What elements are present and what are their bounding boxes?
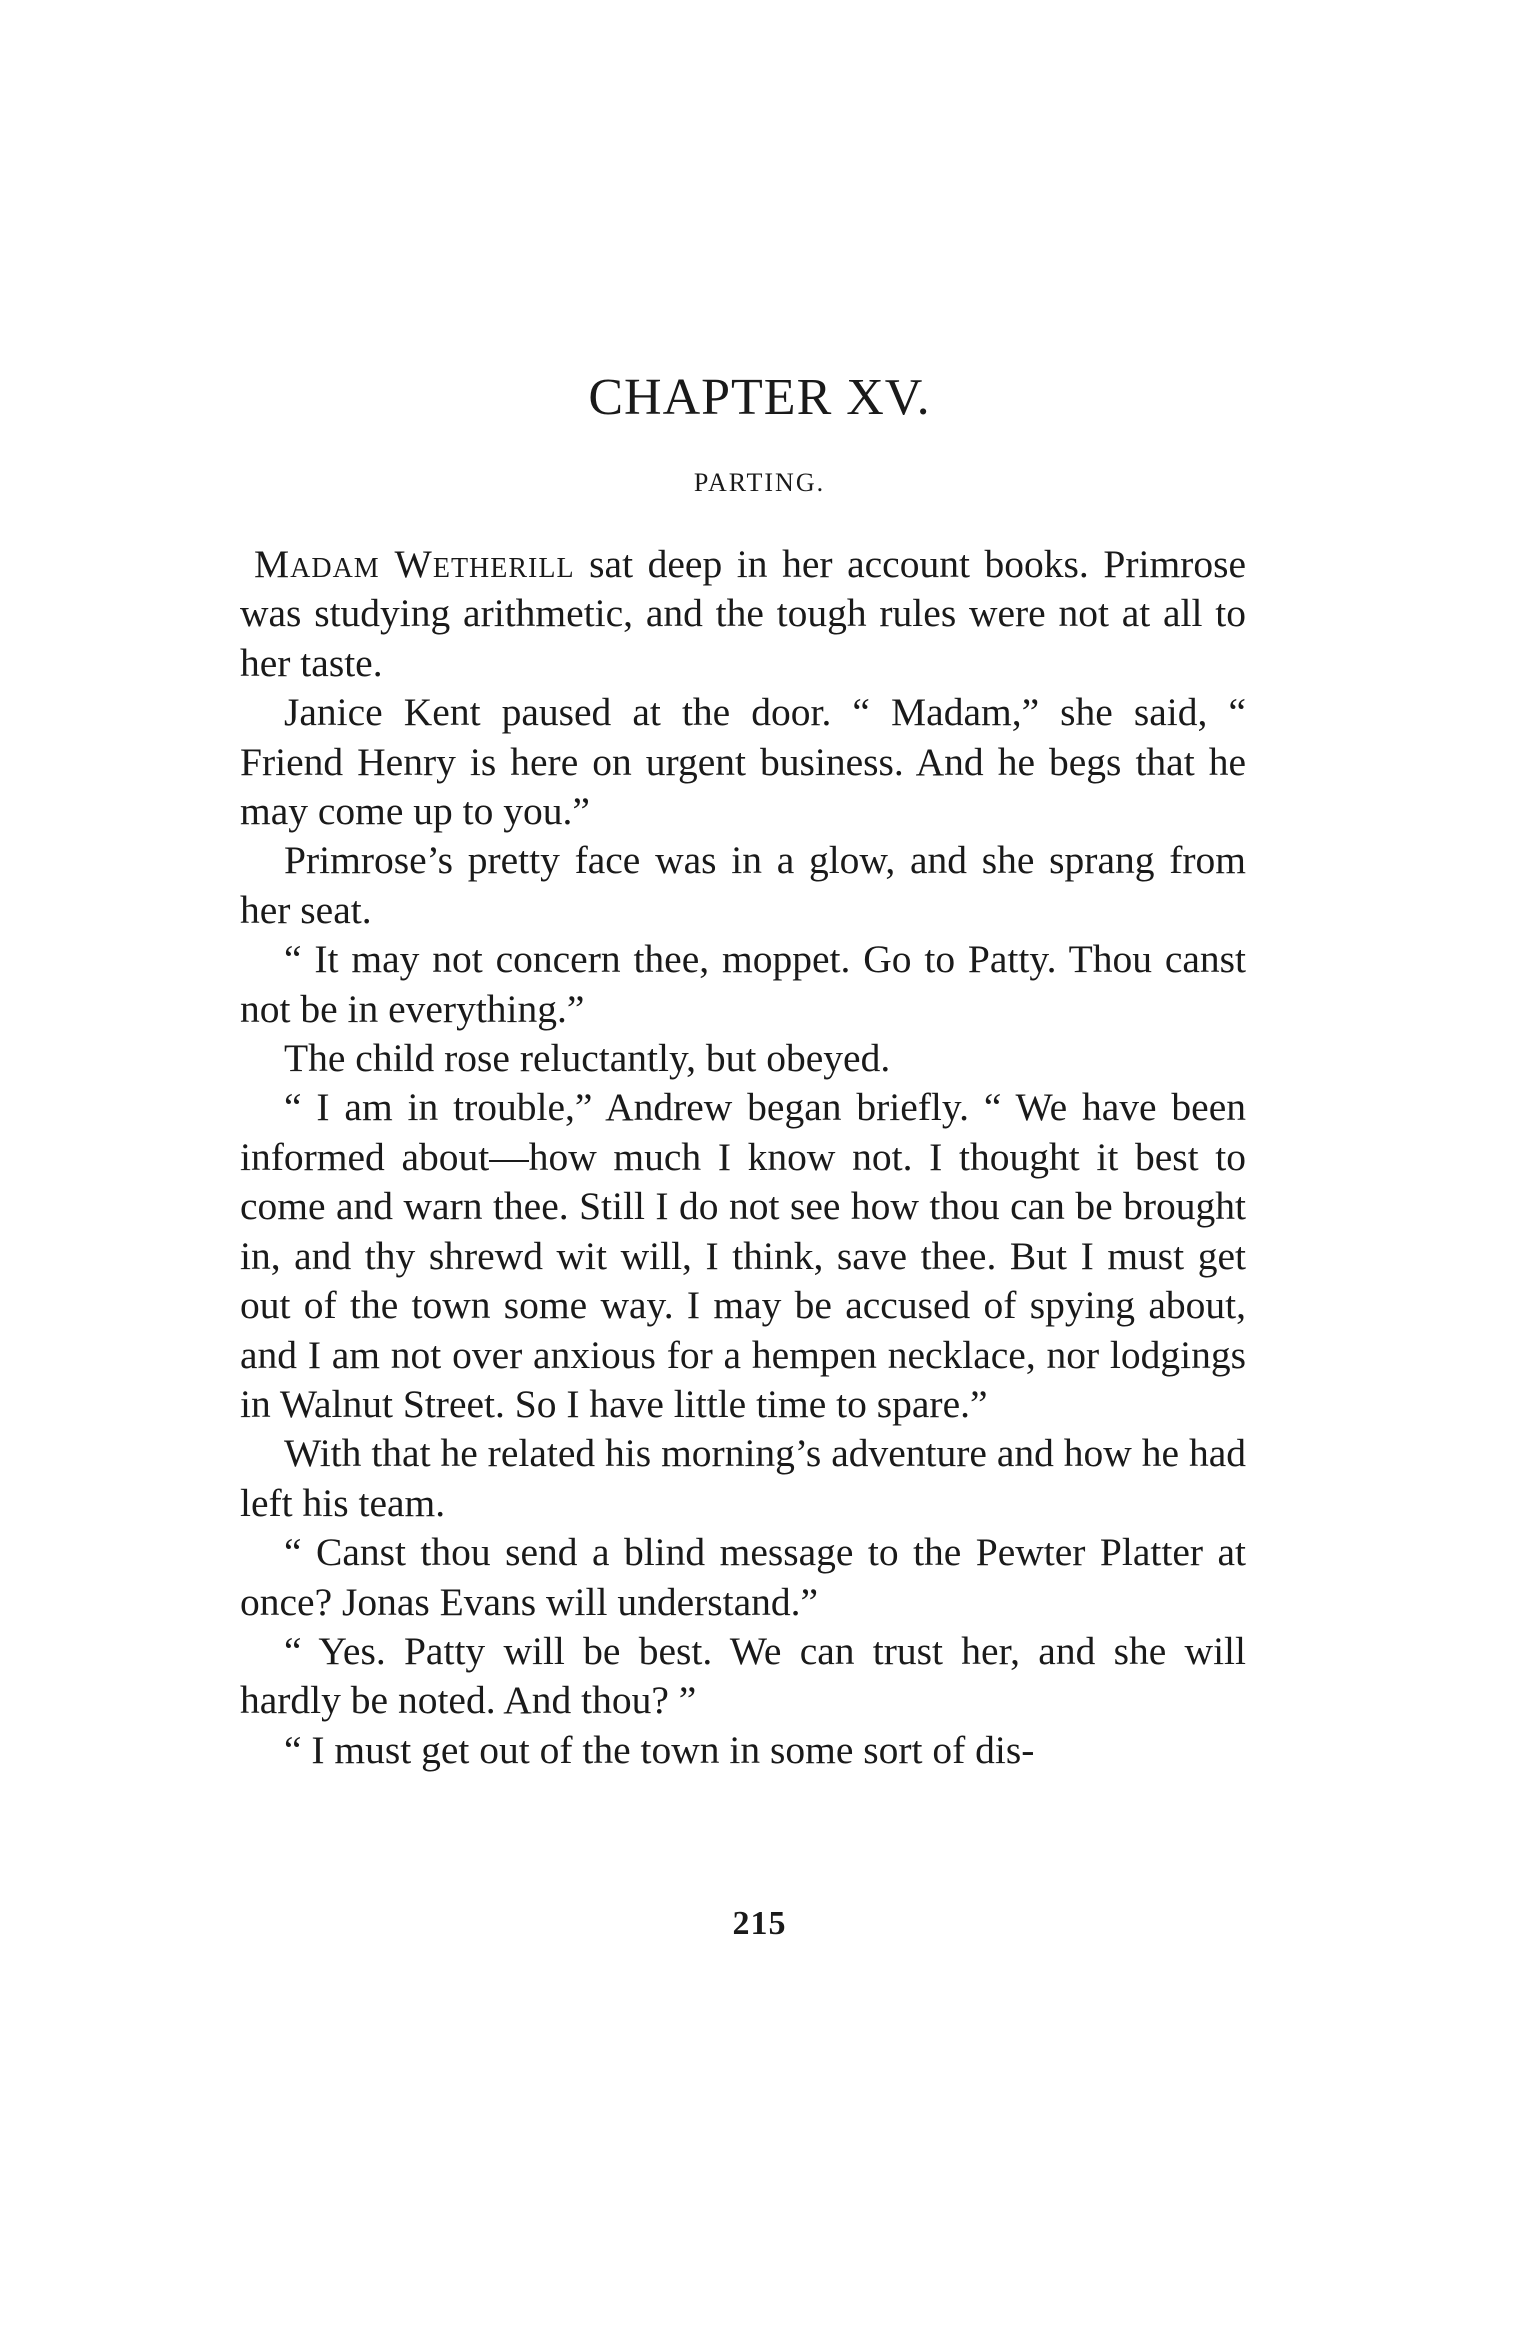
paragraph xyxy=(240,540,1246,688)
paragraph: “ Canst thou send a blind message to the Pewter Platter at once? Jonas Evans will understand.” xyxy=(240,1530,1246,1624)
paragraph-text: sat deep in her account books. Primrose was studying arithmetic, and the tough rules were not at all to her taste. xyxy=(240,542,1246,685)
paragraph: “ I am in trouble,” Andrew began briefly. “ We have been informed about—how much I know not. I thought it best to come and warn thee. Still I do not see how thou can be brought in, and thy shrewd wit will, I think, save thee. But I must get out of the town some way. I may be accused of spying about, and I am not over anxious for a hempen necklace, nor lodgings in Walnut Street. So I have little time to spare.” xyxy=(240,1085,1246,1426)
paragraph: “ I must get out of the town in some sort of dis- xyxy=(284,1727,1035,1772)
paragraph-lead: Madam Wetherill xyxy=(254,542,575,586)
paragraph: “ Yes. Patty will be best. We can trust her, and she will hardly be noted. And thou? ” xyxy=(240,1628,1246,1723)
paragraph: Primrose’s pretty face was in a glow, and she sprang from her seat. xyxy=(240,838,1246,932)
paragraph: The child rose reluctantly, but obeyed. xyxy=(284,1036,891,1081)
chapter-title: CHAPTER XV. xyxy=(588,369,931,426)
page-number: 215 xyxy=(732,1905,787,1942)
paragraph: “ It may not concern thee, moppet. Go to Patty. Thou canst not be in everything.” xyxy=(240,937,1246,1031)
body-text xyxy=(240,540,1246,1775)
chapter-subtitle: PARTING. xyxy=(693,468,826,497)
paragraph: With that he related his morning’s adventure and how he had left his team. xyxy=(240,1431,1246,1525)
paragraph: Janice Kent paused at the door. “ Madam,” she said, “ Friend Henry is here on urgent business. And he begs that he may come up to you.” xyxy=(240,690,1246,834)
